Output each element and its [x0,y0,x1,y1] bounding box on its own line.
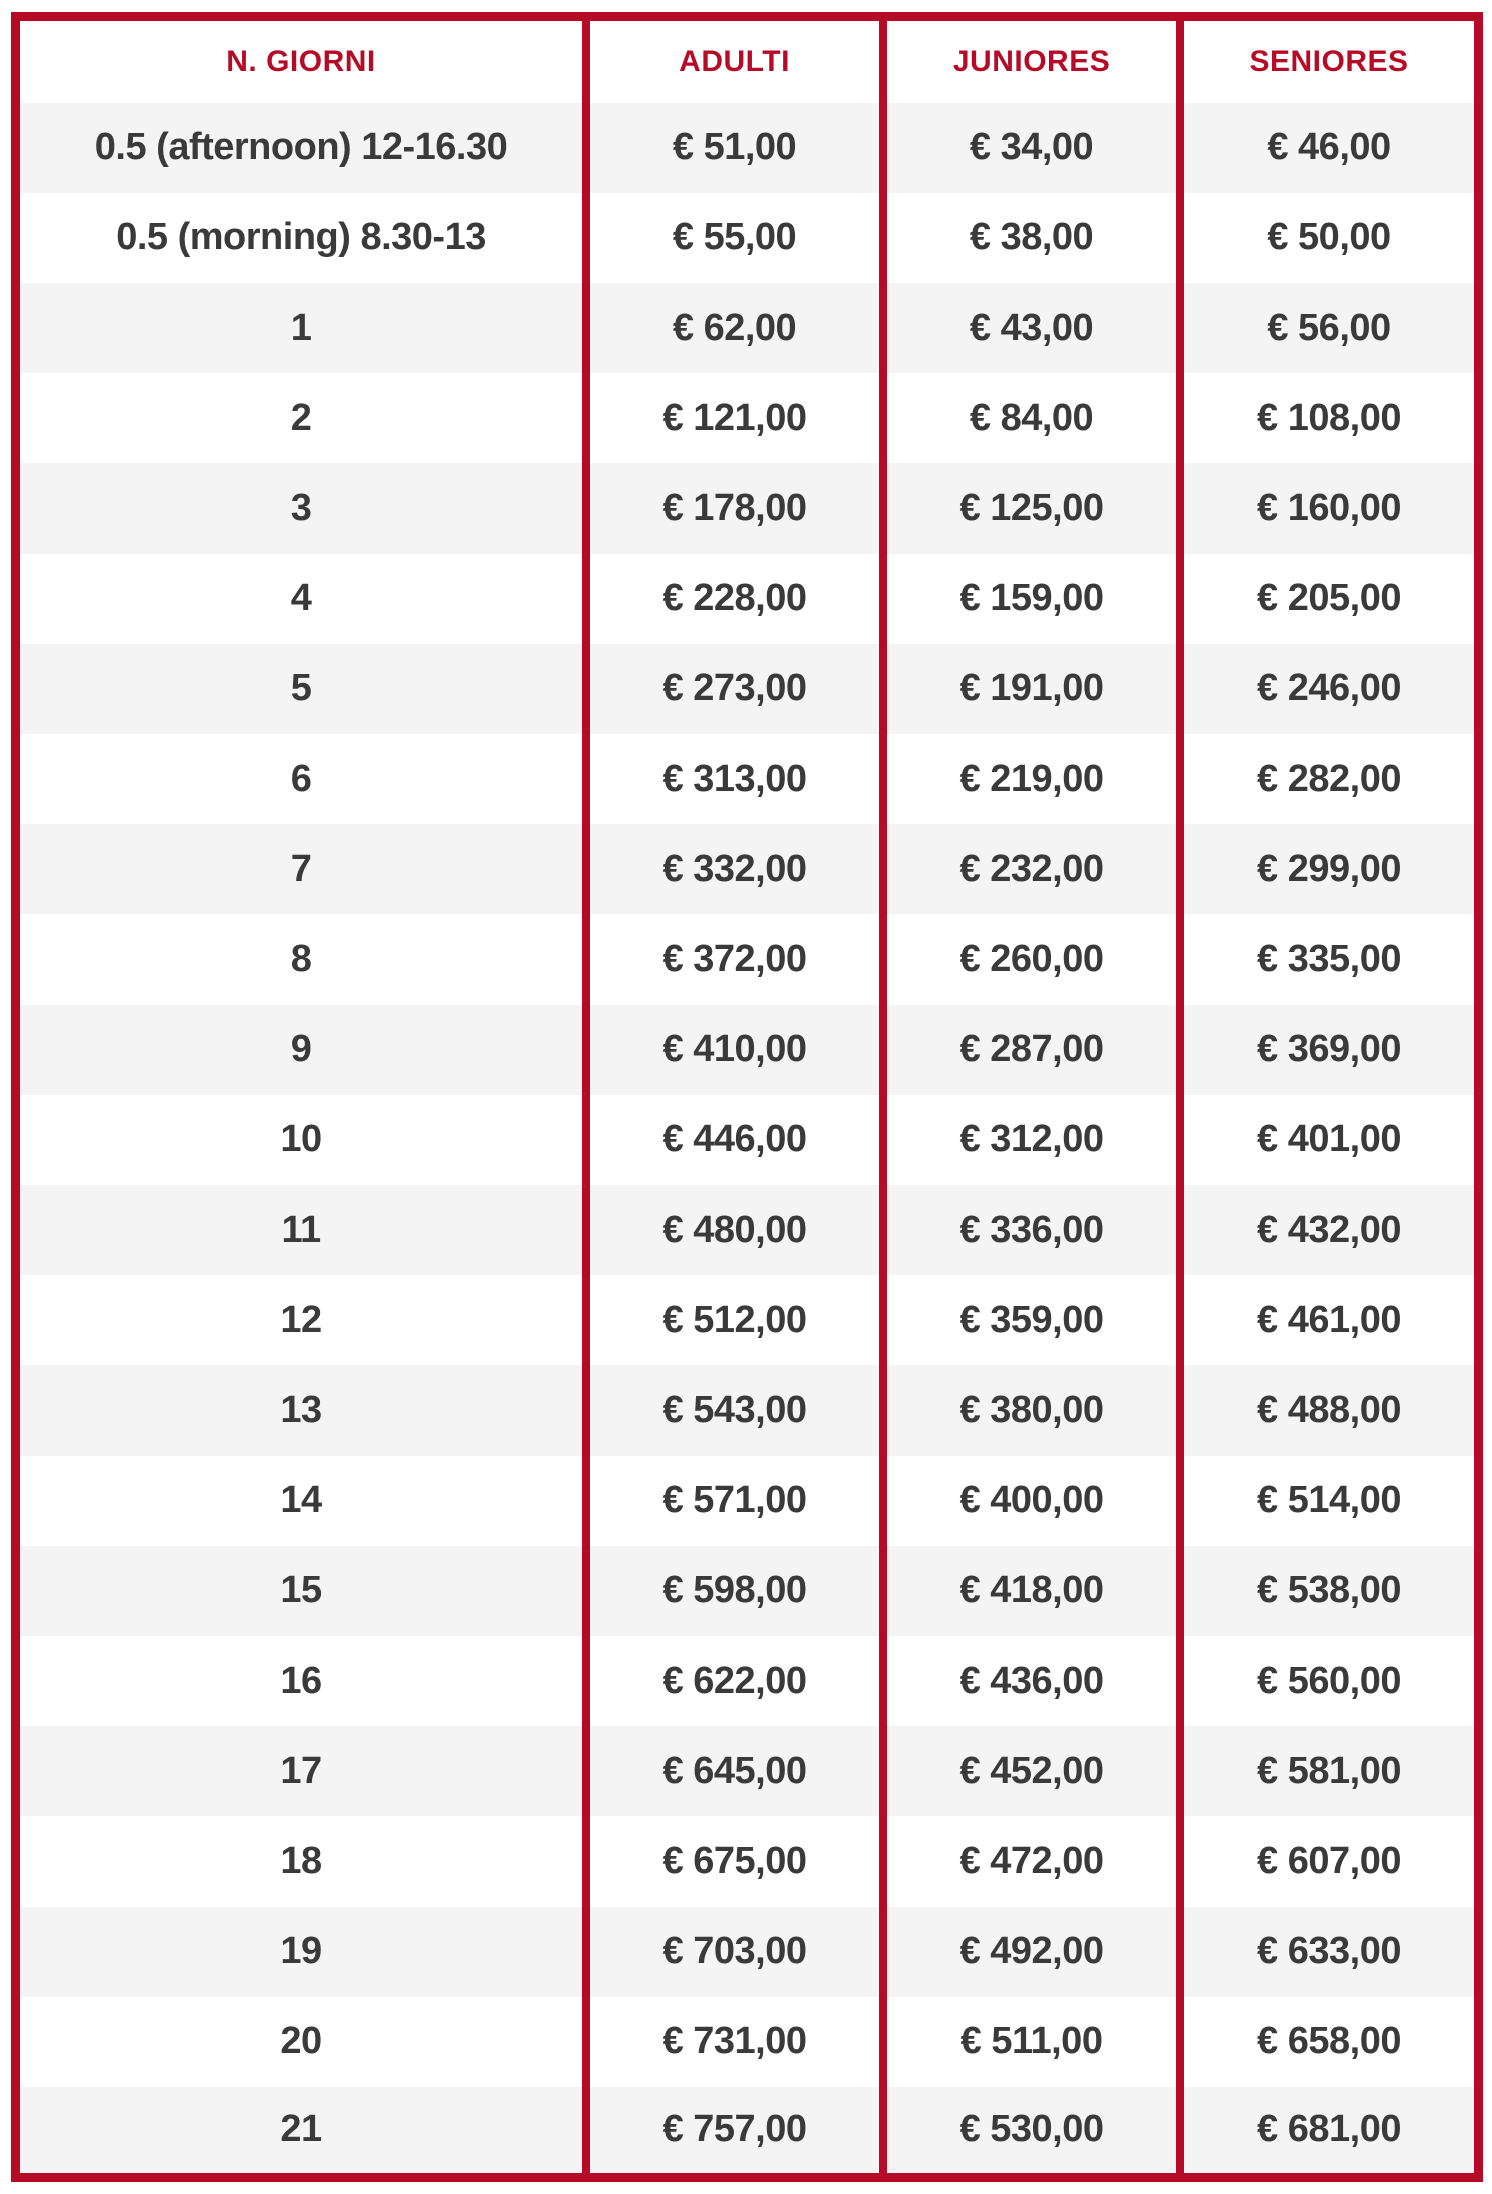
header-row [16,17,1479,103]
table-row [16,554,1479,644]
table-row [16,2087,1479,2178]
table-row [16,1546,1479,1636]
table-header [16,17,1479,103]
cell-seniores: € 205,00 [1180,554,1478,644]
cell-seniores: € 369,00 [1180,1005,1478,1095]
cell-n-giorni: 17 [280,1749,322,1792]
cell-juniores: € 472,00 [883,1816,1180,1906]
cell-seniores: € 282,00 [1180,734,1478,824]
cell-adulti: € 55,00 [586,193,883,283]
cell-juniores: € 336,00 [883,1185,1180,1275]
cell-seniores: € 581,00 [1180,1726,1478,1816]
price-table [11,12,1483,2182]
table-row [16,1275,1479,1365]
table-row [16,1365,1479,1455]
cell-adulti: € 446,00 [586,1095,883,1185]
cell-seniores: € 432,00 [1180,1185,1478,1275]
column-header-seniores: SENIORES [1180,17,1478,103]
cell-juniores: € 418,00 [883,1546,1180,1636]
cell-juniores: € 287,00 [883,1005,1180,1095]
cell-adulti: € 675,00 [586,1816,883,1906]
table-row [16,373,1479,463]
cell-seniores: € 681,00 [1180,2087,1478,2178]
cell-seniores: € 108,00 [1180,373,1478,463]
cell-adulti: € 313,00 [586,734,883,824]
cell-adulti: € 703,00 [586,1907,883,1997]
table-row [16,463,1479,553]
table-row [16,1636,1479,1726]
cell-seniores: € 607,00 [1180,1816,1478,1906]
cell-n-giorni: 14 [280,1479,322,1522]
table-row [16,1726,1479,1816]
cell-adulti: € 332,00 [586,824,883,914]
table-row [16,1907,1479,1997]
cell-adulti: € 228,00 [586,554,883,644]
cell-seniores: € 538,00 [1180,1546,1478,1636]
table-row [16,1997,1479,2087]
cell-adulti: € 731,00 [586,1997,883,2087]
table-row [16,1185,1479,1275]
cell-adulti: € 273,00 [586,644,883,734]
cell-n-giorni: 3 [290,486,312,529]
cell-juniores: € 84,00 [883,373,1180,463]
cell-n-giorni: 15 [280,1569,322,1612]
cell-adulti: € 178,00 [586,463,883,553]
table-row [16,644,1479,734]
cell-juniores: € 191,00 [883,644,1180,734]
cell-seniores: € 46,00 [1180,103,1478,193]
cell-n-giorni: 16 [280,1659,322,1702]
cell-n-giorni: 12 [280,1298,322,1341]
cell-adulti: € 62,00 [586,283,883,373]
table-row [16,283,1479,373]
cell-adulti: € 622,00 [586,1636,883,1726]
cell-seniores: € 488,00 [1180,1365,1478,1455]
cell-adulti: € 598,00 [586,1546,883,1636]
cell-seniores: € 50,00 [1180,193,1478,283]
cell-adulti: € 121,00 [586,373,883,463]
cell-juniores: € 436,00 [883,1636,1180,1726]
cell-adulti: € 512,00 [586,1275,883,1365]
cell-juniores: € 159,00 [883,554,1180,644]
cell-adulti: € 372,00 [586,914,883,1004]
cell-adulti: € 645,00 [586,1726,883,1816]
cell-juniores: € 380,00 [883,1365,1180,1455]
table-row [16,914,1479,1004]
table-row [16,734,1479,824]
column-header-n-giorni: N. GIORNI [226,44,376,78]
table-row [16,1095,1479,1185]
cell-seniores: € 335,00 [1180,914,1478,1004]
cell-seniores: € 299,00 [1180,824,1478,914]
cell-n-giorni: 21 [280,2108,322,2151]
cell-n-giorni: 19 [280,1930,322,1973]
cell-seniores: € 401,00 [1180,1095,1478,1185]
cell-juniores: € 492,00 [883,1907,1180,1997]
cell-juniores: € 43,00 [883,283,1180,373]
cell-n-giorni: 5 [290,667,312,710]
cell-n-giorni: 0.5 (afternoon) 12-16.30 [94,126,508,169]
cell-n-giorni: 13 [280,1388,322,1431]
cell-adulti: € 410,00 [586,1005,883,1095]
table-row [16,1005,1479,1095]
cell-juniores: € 232,00 [883,824,1180,914]
cell-seniores: € 461,00 [1180,1275,1478,1365]
cell-juniores: € 530,00 [883,2087,1180,2178]
cell-juniores: € 359,00 [883,1275,1180,1365]
cell-seniores: € 160,00 [1180,463,1478,553]
cell-juniores: € 511,00 [883,1997,1180,2087]
cell-n-giorni: 10 [280,1118,322,1161]
table-row [16,1816,1479,1906]
table-row [16,824,1479,914]
cell-juniores: € 312,00 [883,1095,1180,1185]
cell-adulti: € 51,00 [586,103,883,193]
cell-juniores: € 125,00 [883,463,1180,553]
cell-adulti: € 543,00 [586,1365,883,1455]
cell-n-giorni: 18 [280,1839,322,1882]
cell-seniores: € 633,00 [1180,1907,1478,1997]
cell-seniores: € 246,00 [1180,644,1478,734]
cell-n-giorni: 1 [290,306,312,349]
table-body [16,103,1479,2178]
cell-n-giorni: 6 [290,757,312,800]
cell-adulti: € 571,00 [586,1456,883,1546]
cell-seniores: € 56,00 [1180,283,1478,373]
table-row [16,193,1479,283]
cell-seniores: € 514,00 [1180,1456,1478,1546]
cell-n-giorni: 9 [290,1028,312,1071]
cell-juniores: € 38,00 [883,193,1180,283]
cell-seniores: € 658,00 [1180,1997,1478,2087]
cell-n-giorni: 7 [290,847,312,890]
cell-n-giorni: 4 [290,577,312,620]
cell-n-giorni: 2 [290,396,312,439]
cell-juniores: € 219,00 [883,734,1180,824]
cell-seniores: € 560,00 [1180,1636,1478,1726]
column-header-juniores: JUNIORES [883,17,1180,103]
cell-adulti: € 480,00 [586,1185,883,1275]
cell-n-giorni: 8 [290,937,312,980]
cell-n-giorni: 0.5 (morning) 8.30-13 [116,216,486,259]
cell-juniores: € 260,00 [883,914,1180,1004]
cell-juniores: € 34,00 [883,103,1180,193]
table-row [16,103,1479,193]
cell-n-giorni: 20 [280,2020,322,2063]
cell-n-giorni: 11 [281,1208,321,1251]
table-row [16,1456,1479,1546]
cell-juniores: € 452,00 [883,1726,1180,1816]
cell-juniores: € 400,00 [883,1456,1180,1546]
cell-adulti: € 757,00 [586,2087,883,2178]
column-header-adulti: ADULTI [586,17,883,103]
